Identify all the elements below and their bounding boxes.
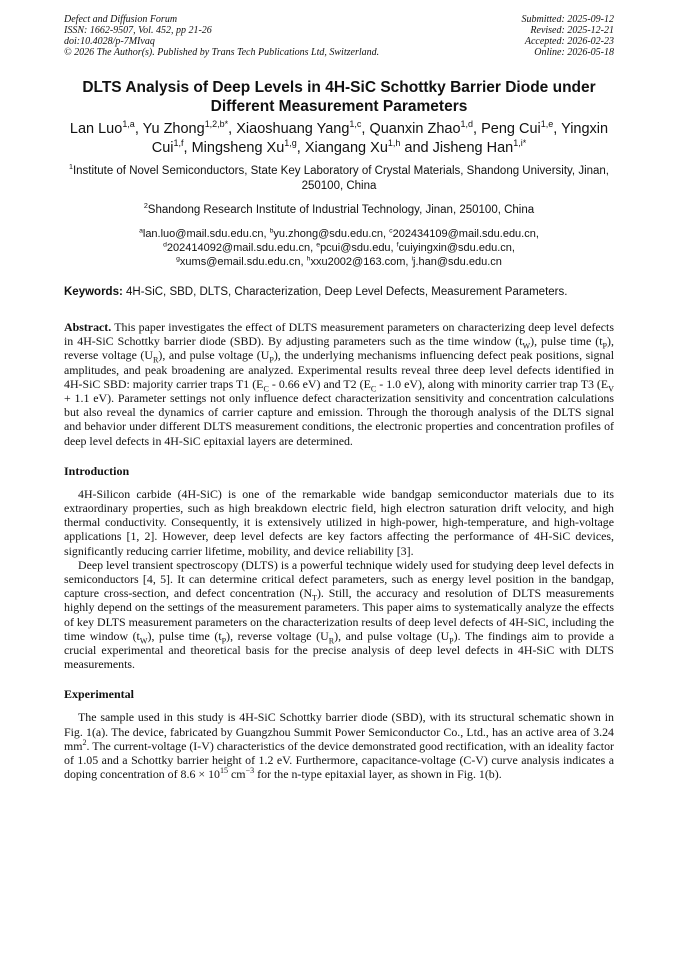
author-separator: , bbox=[228, 121, 237, 137]
email[interactable]: lan.luo@mail.sdu.edu.cn, bbox=[142, 228, 270, 240]
author-separator: , bbox=[361, 121, 370, 137]
submitted-date: Submitted: 2025-09-12 bbox=[521, 14, 614, 25]
email[interactable]: j.han@sdu.edu.cn bbox=[413, 256, 502, 268]
author-affiliation-mark: 1,f bbox=[173, 138, 184, 149]
publication-dates bbox=[522, 14, 615, 58]
affiliation-mark: 1 bbox=[68, 163, 73, 172]
email[interactable]: 202414092@mail.sdu.edu.cn, bbox=[166, 242, 317, 254]
keywords bbox=[64, 285, 614, 300]
author: Quanxin Zhao bbox=[369, 121, 461, 137]
subscript: P bbox=[269, 355, 274, 365]
email-mark: d bbox=[163, 241, 167, 249]
author-affiliation-mark: 1,e bbox=[540, 119, 554, 130]
keywords-label: Keywords: bbox=[64, 286, 123, 298]
author-affiliation-mark: 1,h bbox=[387, 138, 401, 149]
experimental-paragraph-1 bbox=[64, 710, 614, 781]
subscript: T bbox=[312, 593, 317, 603]
email-mark: a bbox=[139, 227, 143, 235]
paragraph-text: ), pulse time (t bbox=[147, 628, 222, 643]
copyright: © 2026 The Author(s). Published by Trans Tech Publications Ltd, Switzerland. bbox=[64, 47, 380, 58]
author-affiliation-mark: 1,2,b* bbox=[204, 119, 229, 130]
author: Yu Zhong bbox=[142, 121, 205, 137]
email-mark: f bbox=[396, 241, 399, 249]
abstract-text: ), the underlying mechanisms influencing defect peak positions, signal amplitudes, and peak broadening are analyzed. Experimental results reveal three deep level defects identified in 4H-SiC SBD: majority carrier traps T1 (E bbox=[64, 348, 614, 391]
online-date: Online: 2026-05-18 bbox=[534, 47, 614, 58]
author-affiliation-mark: 1,d bbox=[460, 119, 474, 130]
subscript: P bbox=[449, 636, 454, 646]
abstract-text: - 0.66 eV) and T2 (E bbox=[268, 376, 371, 391]
affiliation-text: Institute of Novel Semiconductors, State Key Laboratory of Crystal Materials, Shandong University, Jinan, 250100, China bbox=[72, 165, 610, 192]
author: Yingxin Cui bbox=[151, 121, 609, 156]
paragraph-text: The sample used in this study is 4H-SiC Schottky barrier diode (SBD), with its structural schematic shown in Fig. 1(a). The device, fabricated by Guangzhou Summit Power Semiconductor Co., Ltd., has an active area of 3.24 mm bbox=[64, 710, 614, 753]
subscript: P bbox=[602, 341, 608, 351]
subscript: P bbox=[221, 636, 227, 646]
author-list bbox=[64, 120, 614, 158]
author: Xiaoshuang Yang bbox=[236, 121, 350, 137]
paragraph-text: ), and pulse voltage (U bbox=[334, 628, 450, 643]
author-separator: and bbox=[400, 140, 433, 156]
author: Lan Luo bbox=[69, 121, 123, 137]
author: Jisheng Han bbox=[432, 140, 514, 156]
subscript: V bbox=[608, 384, 614, 394]
email[interactable]: xums@email.sdu.edu.cn, bbox=[179, 256, 307, 268]
email-mark: i bbox=[411, 255, 414, 263]
author: Mingsheng Xu bbox=[191, 140, 285, 156]
accepted-date: Accepted: 2026-02-23 bbox=[524, 36, 614, 47]
paragraph-text: ). The findings aim to provide a crucial experimental and theoretical basis for the precise analysis of deep level defects in 4H-SiC with DLTS measurements. bbox=[64, 628, 614, 672]
author-affiliation-mark: 1,a bbox=[122, 119, 135, 130]
paragraph-text: Deep level transient spectroscopy (DLTS) is a powerful technique widely used for studying deep level defects in semiconductors [4, 5]. It can determine critical defect parameters, such as energy level position in the bandgap, capture cross-section, and defect concentration (N bbox=[64, 557, 614, 601]
journal-header bbox=[64, 14, 614, 58]
paper-title: DLTS Analysis of Deep Levels in 4H-SiC Schottky Barrier Diode under Different Measurement Parameters bbox=[82, 79, 596, 115]
introduction-paragraph-2 bbox=[64, 558, 614, 672]
subscript: R bbox=[328, 636, 335, 646]
issn: ISSN: 1662-9507, Vol. 452, pp 21-26 bbox=[64, 25, 212, 36]
paragraph-text: . The current-voltage (I-V) characteristics of the device demonstrated good rectification, with an ideality factor of 1.05 and a Schottky barrier height of 1.2 eV. Furthermore, capacitance-voltage (C-V) curve analysis indicates a doping concentration of 8.6 × 10 bbox=[64, 738, 614, 782]
paragraph-text: for the n-type epitaxial layer, as shown in Fig. 1(b). bbox=[254, 767, 502, 782]
author-affiliation-mark: 1,c bbox=[349, 119, 362, 130]
email-mark: g bbox=[176, 255, 180, 263]
author-separator: , bbox=[553, 121, 562, 137]
affiliation-text: Shandong Research Institute of Industrial Technology, Jinan, 250100, China bbox=[147, 204, 535, 216]
author-separator: , bbox=[183, 140, 192, 156]
abstract bbox=[64, 320, 614, 448]
email-list bbox=[64, 227, 614, 269]
abstract-text: ), pulse time (t bbox=[530, 334, 603, 349]
introduction-paragraph-1: 4H-Silicon carbide (4H-SiC) is one of the remarkable wide bandgap semiconductor materials due to its extraordinary properties, such as high breakdown electric field, high electron saturation drift velocity, and high thermal conductivity. Consequently, it is extensively utilized in high-power, high-temperature, and high-voltage applications [1, 2]. However, deep level defects are key factors affecting the performance of 4H-SiC devices, significantly reducing carrier lifetime, mobility, and device reliability [3]. bbox=[64, 486, 614, 558]
subscript: W bbox=[139, 636, 148, 646]
author-separator: , bbox=[296, 140, 305, 156]
email[interactable]: 202434109@mail.sdu.edu.cn, bbox=[392, 228, 539, 240]
email[interactable]: pcui@sdu.edu, bbox=[320, 242, 397, 254]
email[interactable]: yu.zhong@sdu.edu.cn, bbox=[273, 228, 390, 240]
abstract-text: ), reverse voltage (U bbox=[64, 334, 614, 363]
author: Xiangang Xu bbox=[304, 140, 388, 156]
affiliation-mark: 2 bbox=[143, 202, 148, 211]
abstract-text: - 1.0 eV), along with minority carrier trap T3 (E bbox=[376, 376, 609, 391]
author: Peng Cui bbox=[481, 121, 541, 137]
revised-date: Revised: 2025-12-21 bbox=[530, 25, 614, 36]
email-mark: e bbox=[316, 241, 321, 249]
author-affiliation-mark: 1,g bbox=[284, 138, 297, 149]
subscript: R bbox=[152, 355, 159, 365]
email[interactable]: cuiyingxin@sdu.edu.cn, bbox=[398, 242, 515, 254]
journal-info bbox=[64, 14, 379, 58]
subscript: C bbox=[370, 384, 377, 394]
paragraph-text: cm bbox=[228, 767, 246, 782]
abstract-text: + 1.1 eV). Parameter settings not only influence defect characterization sensitivity and concentration calculations but also reveal the dynamics of carrier capture and emission. Through the thorough analysis of the DLTS signal and behavior under different DLTS measurement conditions, the electronic properties and concentration profiles of deep level defects in 4H-SiC epitaxial layers are determined. bbox=[64, 391, 614, 448]
keywords-text: 4H-SiC, SBD, DLTS, Characterization, Deep Level Defects, Measurement Parameters. bbox=[126, 286, 568, 298]
abstract-text: ), and pulse voltage (U bbox=[158, 348, 270, 363]
section-gap bbox=[64, 671, 614, 687]
subscript: C bbox=[263, 384, 269, 394]
email[interactable]: xxu2002@163.com, bbox=[310, 256, 412, 268]
author-affiliation-mark: 1,i* bbox=[513, 138, 527, 149]
subscript: W bbox=[522, 341, 531, 351]
section-heading-introduction: Introduction bbox=[64, 463, 130, 478]
email-mark: h bbox=[306, 255, 311, 263]
section-heading-experimental: Experimental bbox=[64, 687, 134, 702]
affiliation-1 bbox=[64, 164, 614, 194]
abstract-label: Abstract. bbox=[64, 320, 112, 334]
superscript: 2 bbox=[82, 737, 87, 747]
superscript: −3 bbox=[245, 766, 255, 776]
paragraph-text: ), reverse voltage (U bbox=[226, 628, 329, 643]
abstract-text: This paper investigates the effect of DLTS measurement parameters on characterizing deep level defects in 4H-SiC Schottky barrier diode (SBD). By adjusting parameters such as the time window (t bbox=[64, 320, 614, 349]
superscript: 15 bbox=[219, 766, 229, 776]
author-separator: , bbox=[473, 121, 482, 137]
email-mark: c bbox=[389, 227, 393, 235]
author-separator: , bbox=[134, 121, 143, 137]
doi[interactable]: doi:10.4028/p-7MIvaq bbox=[64, 36, 155, 47]
paragraph-text: ). Still, the accuracy and resolution of DLTS measurements highly depend on the settings of the measurement parameters. This paper aims to systematically analyze the effects of key DLTS measurement parameters on the characterization results of deep level defects of 4H-SiC, including the time window (t bbox=[64, 586, 614, 643]
email-mark: b bbox=[269, 227, 274, 235]
journal-name: Defect and Diffusion Forum bbox=[64, 14, 178, 25]
affiliation-2 bbox=[64, 203, 614, 218]
